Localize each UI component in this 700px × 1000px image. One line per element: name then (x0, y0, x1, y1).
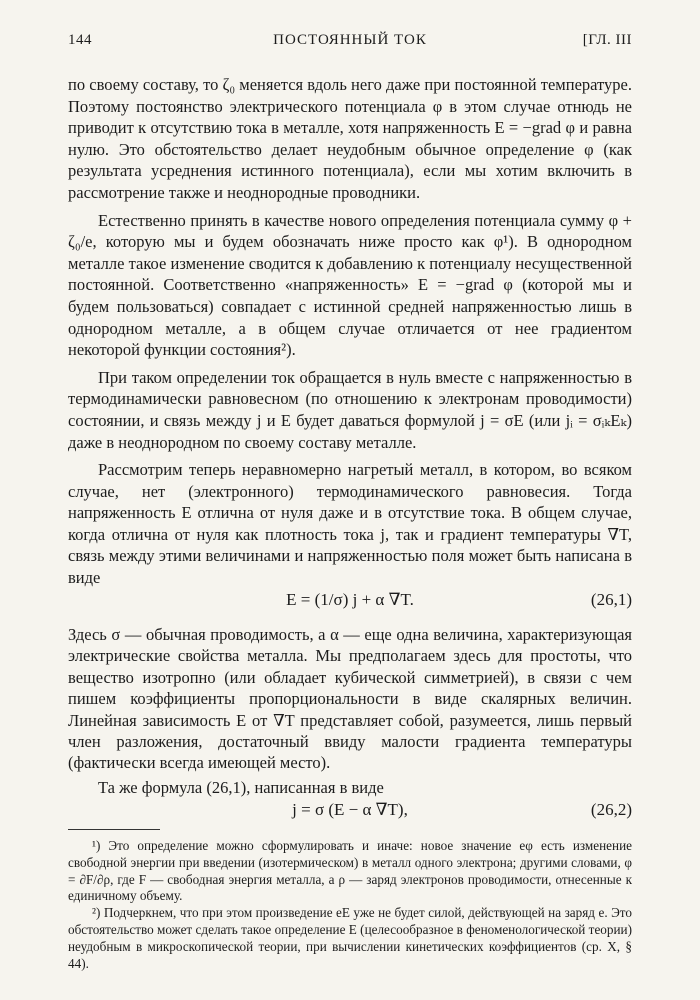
paragraph-1: по своему составу, то ζ₀ меняется вдоль него даже при постоянной температуре. Поэтому постоянство электрического потенциала φ в этом случае отнюдь не приводит к отсутствию тока в металле, хотя напряженность E = −grad φ и равна нулю. Это обстоятельство делает неудобным обычное определение φ (как результата усреднения истинного потенциала), если мы хотим включить в рассмотрение также и неоднородные проводники. (68, 75, 632, 202)
equation-26-1-expression: E = (1/σ) j + α ∇T. (286, 590, 414, 609)
chapter-label: [ГЛ. III (582, 32, 632, 48)
main-text-lead-in (68, 777, 632, 798)
paragraph-6: Та же формула (26,1), написанная в виде (98, 778, 384, 797)
equation-26-2-expression: j = σ (E − α ∇T), (292, 800, 408, 819)
running-header (68, 32, 632, 56)
running-title: ПОСТОЯННЫЙ ТОК (273, 32, 427, 48)
equation-26-2 (68, 800, 632, 824)
main-text (68, 74, 632, 589)
footnote-1: ¹) Это определение можно сформулировать и иначе: новое значение eφ есть изменение свободной энергии при введении (изотермическом) в металл одного электрона; другими словами, φ = ∂F/∂ρ, где F — свободная энергия металла, а ρ — заряд электронов проводимости, отнесенные к единичному объему. (68, 838, 632, 904)
main-text-continued (68, 624, 632, 774)
equation-26-1-number: (26,1) (590, 590, 632, 609)
paragraph-4: Рассмотрим теперь неравномерно нагретый металл, в котором, во всяком случае, нет (электронного) термодинамического равновесия. Тогда напряженность E отлична от нуля даже и в отсутствие тока. В общем случае, когда отлична от нуля как плотность тока j, так и градиент температуры ∇T, связь между этими величинами и напряженностью поля может быть написана в виде (68, 460, 632, 588)
page-number: 144 (68, 32, 92, 48)
equation-26-1 (68, 590, 632, 614)
equation-26-2-number: (26,2) (590, 800, 632, 819)
paragraph-5: Здесь σ — обычная проводимость, а α — еще одна величина, характеризующая электрические свойства металла. Мы предполагаем здесь для простоты, что вещество изотропно (или обладает кубической симметрией), в связи с чем пишем коэффициенты пропорциональности в виде скалярных величин. Линейная зависимость E от ∇T представляет собой, разумеется, лишь первый член разложения, достаточный ввиду малости градиента температуры (фактически всегда имеющей место). (68, 625, 632, 773)
footnote-divider (68, 829, 160, 830)
paragraph-3: При таком определении ток обращается в нуль вместе с напряженностью в термодинамически равновесном (по отношению к электронам проводимости) состоянии, и связь между j и E будет даваться формулой j = σE (или jᵢ = σᵢₖEₖ) даже в неоднородном по своему составу металле. (68, 367, 632, 452)
footnote-2: ²) Подчеркнем, что при этом произведение eE уже не будет силой, действующей на заряд e. Это обстоятельство может сделать такое определение E (целесообразное в феноменологической теории) неудобным в микроскопической теории, при вычислении кинетических коэффициентов (ср. X, § 44). (68, 905, 632, 971)
paragraph-2: Естественно принять в качестве нового определения потенциала сумму φ + ζ₀/e, которую мы и будем обозначать ниже просто как φ¹). В однородном металле такое изменение сводится к добавлению к потенциалу несущественной постоянной. Соответственно «напряженность» E = −grad φ (которой мы и будем пользоваться) совпадает с истинной средней напряженностью лишь в однородном металле, а в общем случае отличается от нее градиентом некоторой функции состояния²). (68, 210, 632, 360)
footnotes (68, 838, 632, 972)
